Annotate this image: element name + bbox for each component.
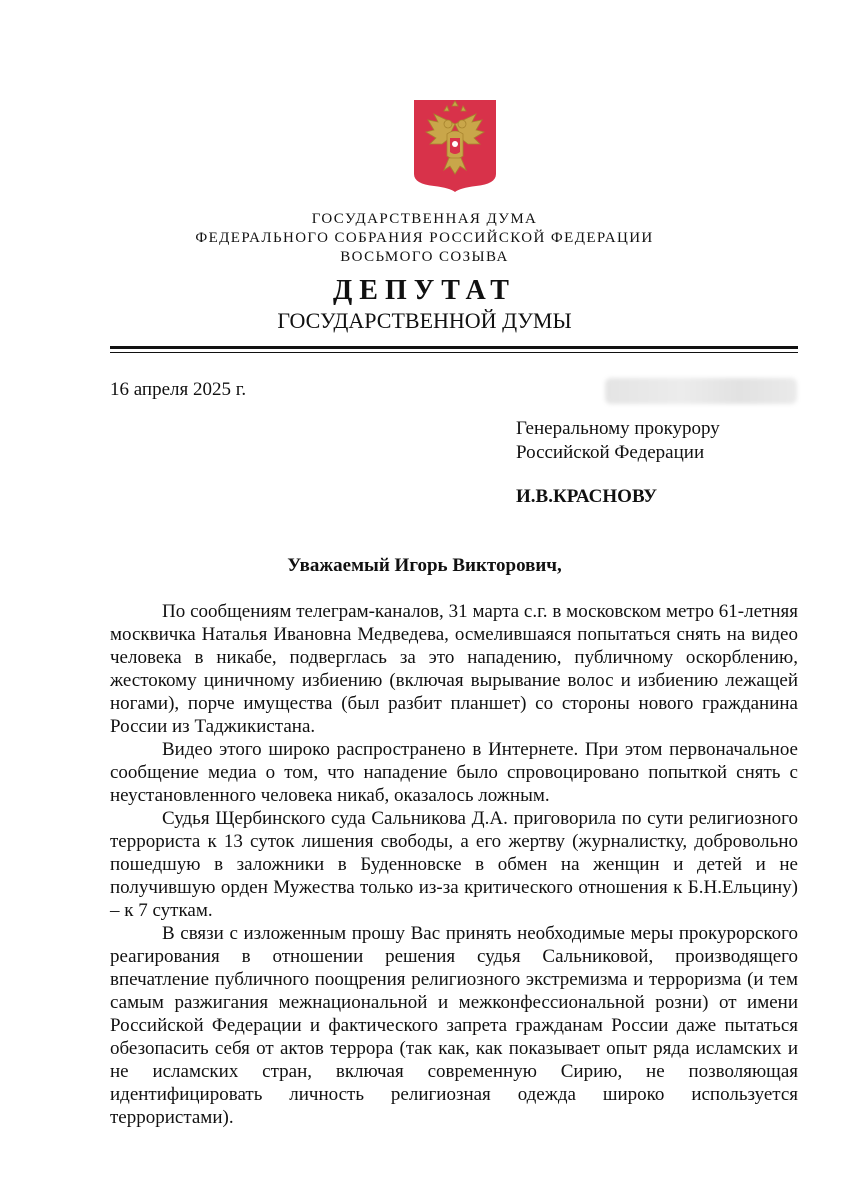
salutation: Уважаемый Игорь Викторович, [287, 555, 562, 576]
addressee-block [516, 417, 720, 465]
header-divider-thin [110, 352, 798, 353]
body-paragraph: По сообщениям телеграм-каналов, 31 марта с.г. в московском метро 61-летняя москвичка Наталья Ивановна Медведева, осмелившаяся попытаться снять на видео человека в никабе, подверглась за это нападению, публичному оскорблению, жестокому циничному избиению (включая вырывание волос и избиению лежащей ногами), порче имущества (был разбит планшет) со стороны нового гражданина России из Таджикистана. [110, 601, 798, 737]
header-line-federal-assembly: ФЕДЕРАЛЬНОГО СОБРАНИЯ РОССИЙСКОЙ ФЕДЕРАЦИИ [195, 230, 654, 246]
deputy-title: ДЕПУТАТ [333, 275, 516, 306]
body-paragraph: Видео этого широко распространено в Интернете. При этом первоначальное сообщение медиа о том, что нападение было спровоцировано попыткой снять с неустановленного человека никаб, оказалось ложным. [110, 739, 798, 806]
body-paragraph: В связи с изложенным прошу Вас принять необходимые меры прокурорского реагирования в отношении решения судья Сальниковой, производящего впечатление публичного поощрения религиозного экстремизма и терроризма (и тем самым разжигания межнациональной и межконфессиональной розни) от имени Российской Федерации и фактического запрета гражданам России даже пытаться обезопасить себя от актов террора (так как, как показывает опыт ряда исламских и не исламских стран, включая современную Сирию, не позволяющая идентифицировать личность религиозная одежда широко используется террористами). [110, 923, 798, 1128]
header-line-convocation: ВОСЬМОГО СОЗЫВА [340, 249, 509, 265]
body-paragraph: Судья Щербинского суда Сальникова Д.А. приговорила по сути религиозного террориста к 13 суток лишения свободы, а его жертву (журналистку, добровольно пошедшую в заложники в Буденновске в обмен на женщин и детей и не получившую орден Мужества только из-за критического отношения к Б.Н.Ельцину) – к 7 суткам. [110, 808, 798, 921]
header-line-duma: ГОСУДАРСТВЕННАЯ ДУМА [311, 211, 538, 227]
russian-coat-of-arms-icon [414, 100, 496, 192]
addressee-position: Генеральному прокурору [516, 418, 720, 439]
redacted-reference-number [605, 378, 797, 404]
header-divider-thick [110, 346, 798, 349]
letter-body [110, 600, 798, 1129]
letter-date: 16 апреля 2025 г. [110, 379, 247, 400]
addressee-organization: Российской Федерации [516, 442, 705, 463]
addressee-name: И.В.КРАСНОВУ [516, 486, 658, 507]
deputy-subtitle: ГОСУДАРСТВЕННОЙ ДУМЫ [277, 308, 572, 333]
